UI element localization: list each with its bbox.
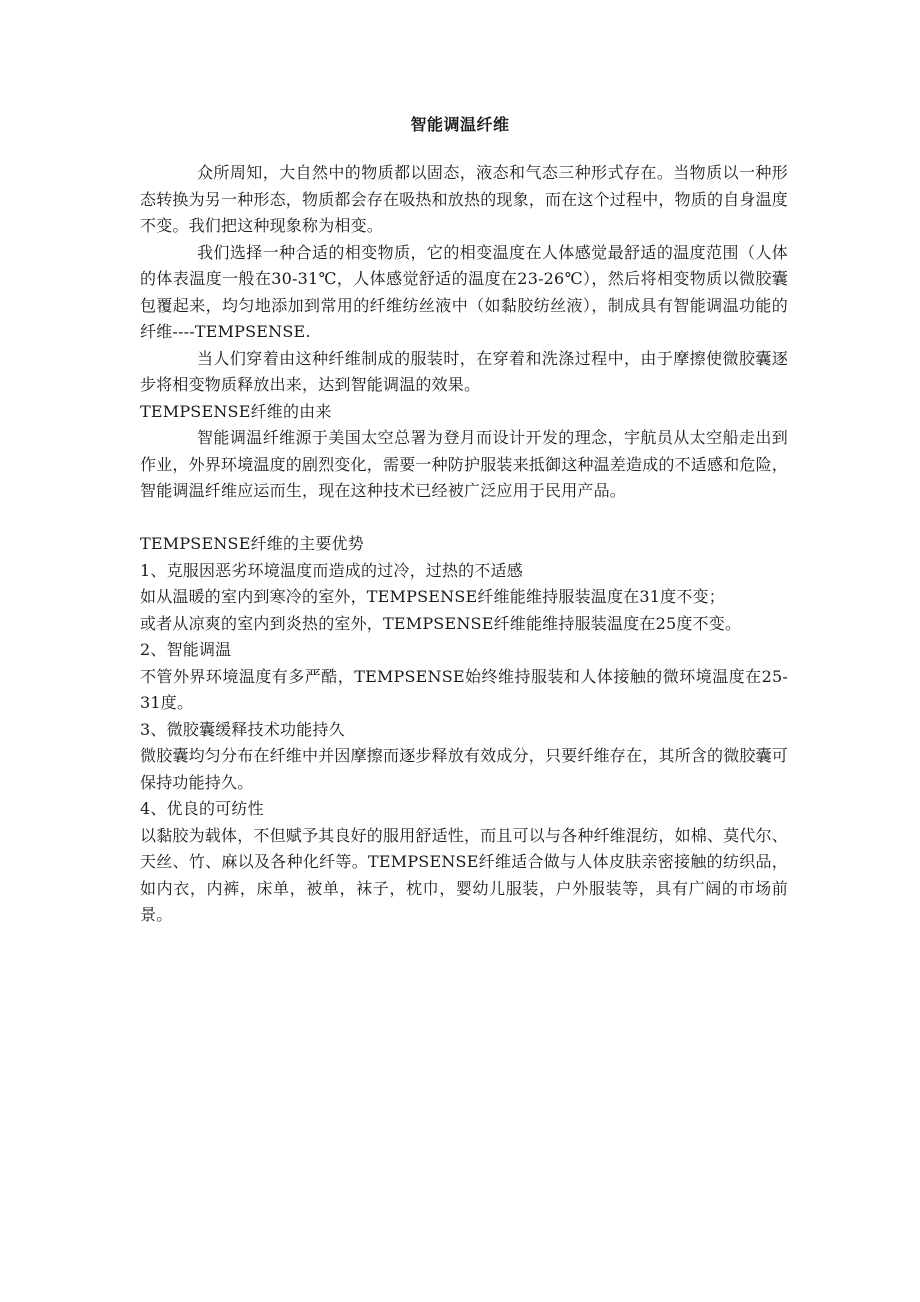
advantage-1-heading: 1、克服因恶劣环境温度而造成的过冷，过热的不适感 bbox=[140, 560, 523, 580]
advantage-1-line-1: 如从温暖的室内到寒冷的室外，TEMPSENSE纤维能维持服装温度在31度不变； bbox=[140, 587, 725, 606]
advantages-heading: TEMPSENSE纤维的主要优势 bbox=[140, 534, 364, 553]
advantage-2-text: 不管外界环境温度有多严酷，TEMPSENSE始终维持服装和人体接触的微环境温度在25-31度。 bbox=[140, 666, 788, 712]
advantage-4-heading: 4、优良的可纺性 bbox=[140, 799, 264, 818]
advantage-3-text: 微胶囊均匀分布在纤维中并因摩擦而逐步释放有效成分，只要纤维存在，其所含的微胶囊可保持功能持久。 bbox=[140, 746, 789, 792]
intro-paragraph-1: 众所周知，大自然中的物质都以固态，液态和气态三种形式存在。当物质以一种形态转换为另一种形态，物质都会存在吸热和放热的现象，而在这个过程中，物质的自身温度不变。我们把这种现象称为相变。 bbox=[140, 163, 789, 235]
advantage-1-line-2: 或者从凉爽的室内到炎热的室外，TEMPSENSE纤维能维持服装温度在25度不变。 bbox=[140, 613, 742, 633]
advantage-3-heading: 3、微胶囊缓释技术功能持久 bbox=[140, 719, 345, 739]
intro-paragraph-3: 当人们穿着由这种纤维制成的服装时，在穿着和洗涤过程中，由于摩擦使微胶囊逐步将相变物质释放出来，达到智能调温的效果。 bbox=[140, 348, 788, 394]
blank-line bbox=[140, 505, 788, 532]
advantage-4-text: 以黏胶为载体，不但赋予其良好的服用舒适性，而且可以与各种纤维混纺，如棉、莫代尔、天丝、竹、麻以及各种化纤等。TEMPSENSE纤维适合做与人体皮肤亲密接触的纺织品，如内衣，内裤，床单，被单，袜子，枕巾，婴幼儿服装，户外服装等，具有广阔的市场前景。 bbox=[140, 825, 789, 924]
document-body bbox=[140, 160, 788, 929]
intro-paragraph-2: 我们选择一种合适的相变物质，它的相变温度在人体感觉最舒适的温度范围（人体的体表温度一般在30-31℃，人体感觉舒适的温度在23-26℃），然后将相变物质以微胶囊包覆起来，均匀地添加到常用的纤维纺丝液中（如黏胶纺丝液），制成具有智能调温功能的纤维----TEMPSENSE. bbox=[140, 242, 788, 341]
origin-paragraph: 智能调温纤维源于美国太空总署为登月而设计开发的理念，宇航员从太空船走出到作业，外界环境温度的剧烈变化，需要一种防护服装来抵御这种温差造成的不适感和危险，智能调温纤维应运而生，现在这种技术已经被广泛应用于民用产品。 bbox=[140, 428, 789, 500]
origin-heading: TEMPSENSE纤维的由来 bbox=[140, 401, 332, 421]
advantage-2-heading: 2、智能调温 bbox=[140, 640, 232, 659]
document-title: 智能调温纤维 bbox=[410, 115, 510, 134]
